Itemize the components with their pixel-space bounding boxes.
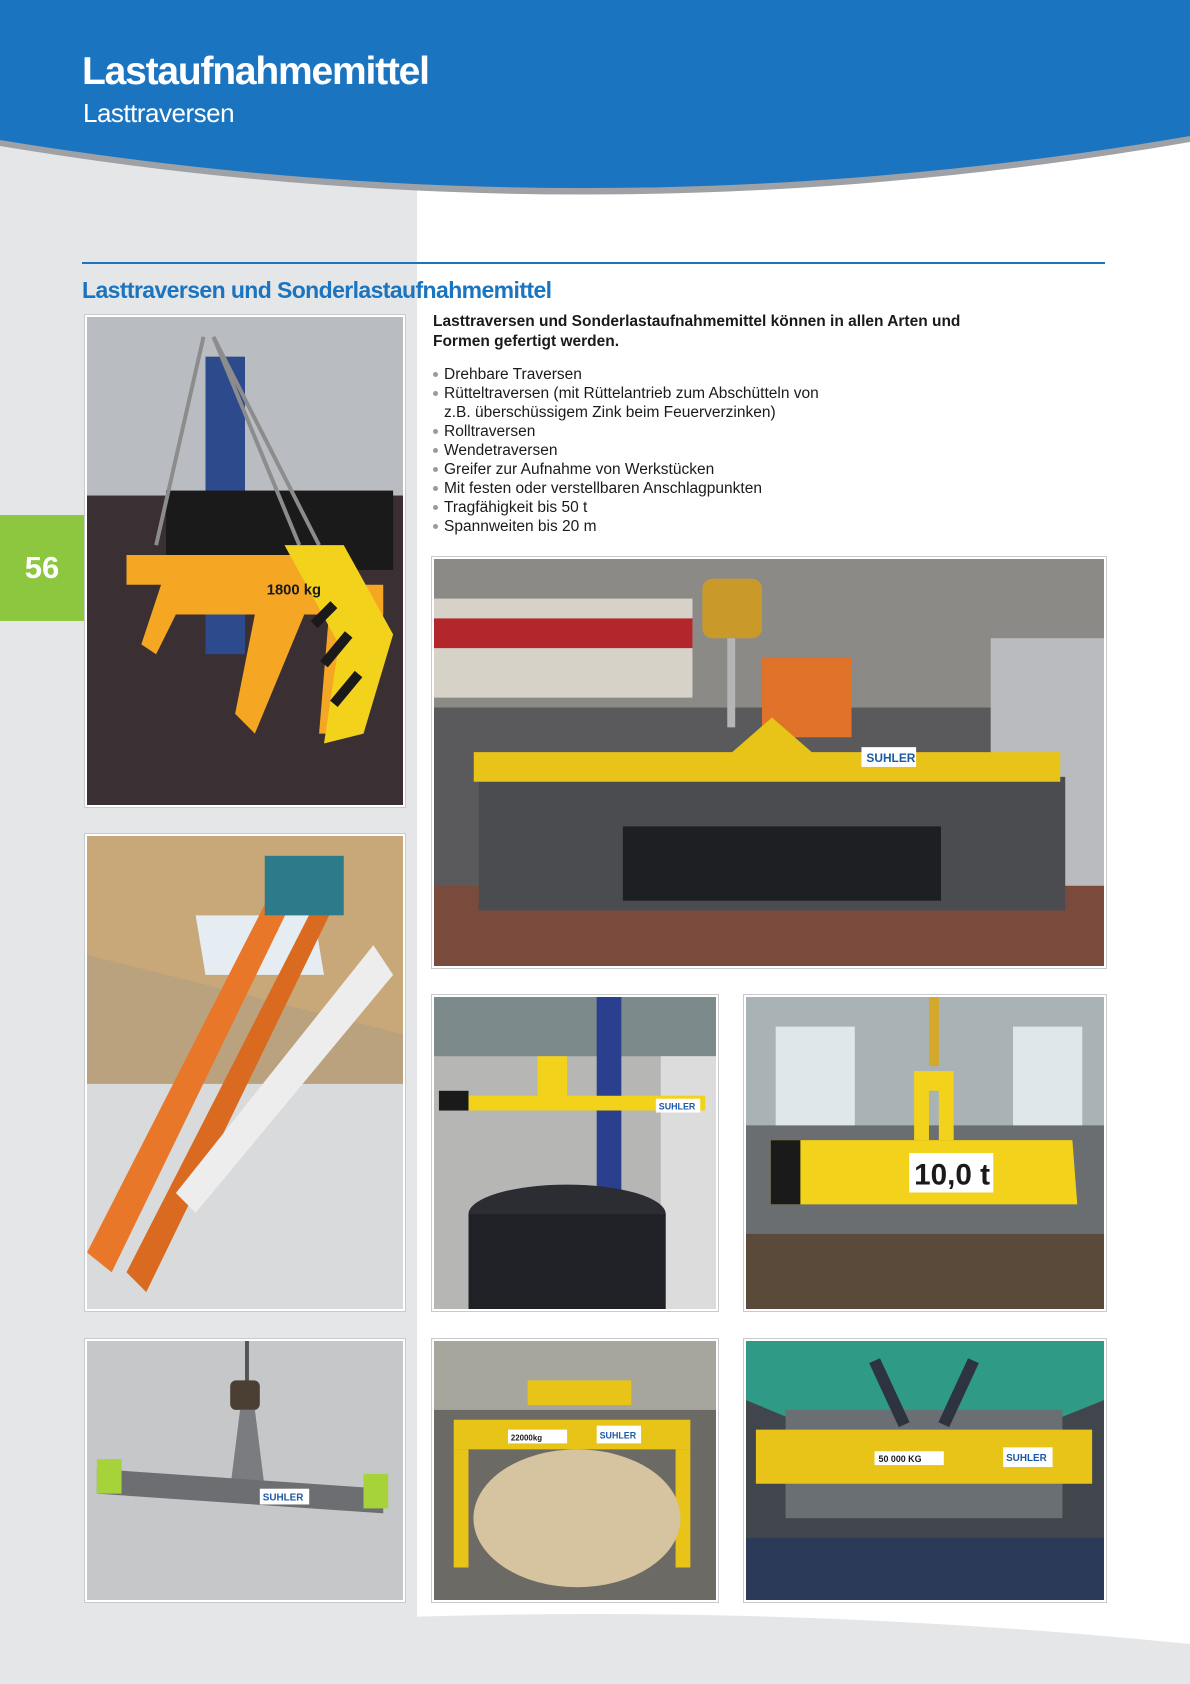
brand-label: SUHLER: [262, 1492, 304, 1504]
photo-coil-gripper: [432, 995, 718, 1311]
page-number: 56: [24, 550, 60, 585]
feature-list: [433, 365, 993, 536]
list-item: Wendetraversen: [433, 441, 993, 460]
page-number-tab: [0, 515, 84, 621]
brand-label: SUHLER: [866, 751, 916, 765]
photo-10t-beam: [744, 995, 1106, 1311]
list-item-continuation: z.B. überschüssigem Zink beim Feuerverzinken): [444, 404, 776, 421]
brand-label: SUHLER: [658, 1101, 696, 1112]
photo-crane-hall: [85, 834, 405, 1311]
capacity-label: 22000kg: [510, 1433, 543, 1443]
list-item: Mit festen oder verstellbaren Anschlagpunkten: [433, 479, 993, 498]
capacity-label: 1800 kg: [266, 582, 322, 599]
list-item: Spannweiten bis 20 m: [433, 517, 993, 536]
list-item: Drehbare Traversen: [433, 365, 993, 384]
list-item: Rütteltraversen (mit Rüttelantrieb zum Abschütteln von: [433, 384, 993, 403]
brand-label: SUHLER: [1006, 1453, 1047, 1465]
page-subtitle: Lasttraversen: [83, 98, 235, 128]
section-heading: Lasttraversen und Sonderlastaufnahmemittel: [82, 277, 552, 303]
list-item: Tragfähigkeit bis 50 t: [433, 498, 993, 517]
section-divider: [82, 262, 1105, 264]
footer-swoosh: [0, 1604, 1190, 1684]
page-title: Lastaufnahmemittel: [82, 50, 429, 93]
photo-tube-traverse: [85, 1339, 405, 1602]
photo-50t-traverse: [744, 1339, 1106, 1602]
photo-gripper-traverse: [85, 315, 405, 807]
photo-container-traverse: [432, 557, 1106, 968]
intro-text: Lasttraversen und Sonderlastaufnahmemittel können in allen Arten und Formen gefertigt werden.: [433, 313, 961, 350]
list-item: Greifer zur Aufnahme von Werkstücken: [433, 460, 993, 479]
load-label: 10,0 t: [914, 1158, 990, 1192]
photo-paper-roll-lifter: [432, 1339, 718, 1602]
brand-label: SUHLER: [599, 1430, 637, 1441]
capacity-label: 50 000 KG: [878, 1454, 922, 1465]
list-item: Rolltraversen: [433, 422, 993, 441]
